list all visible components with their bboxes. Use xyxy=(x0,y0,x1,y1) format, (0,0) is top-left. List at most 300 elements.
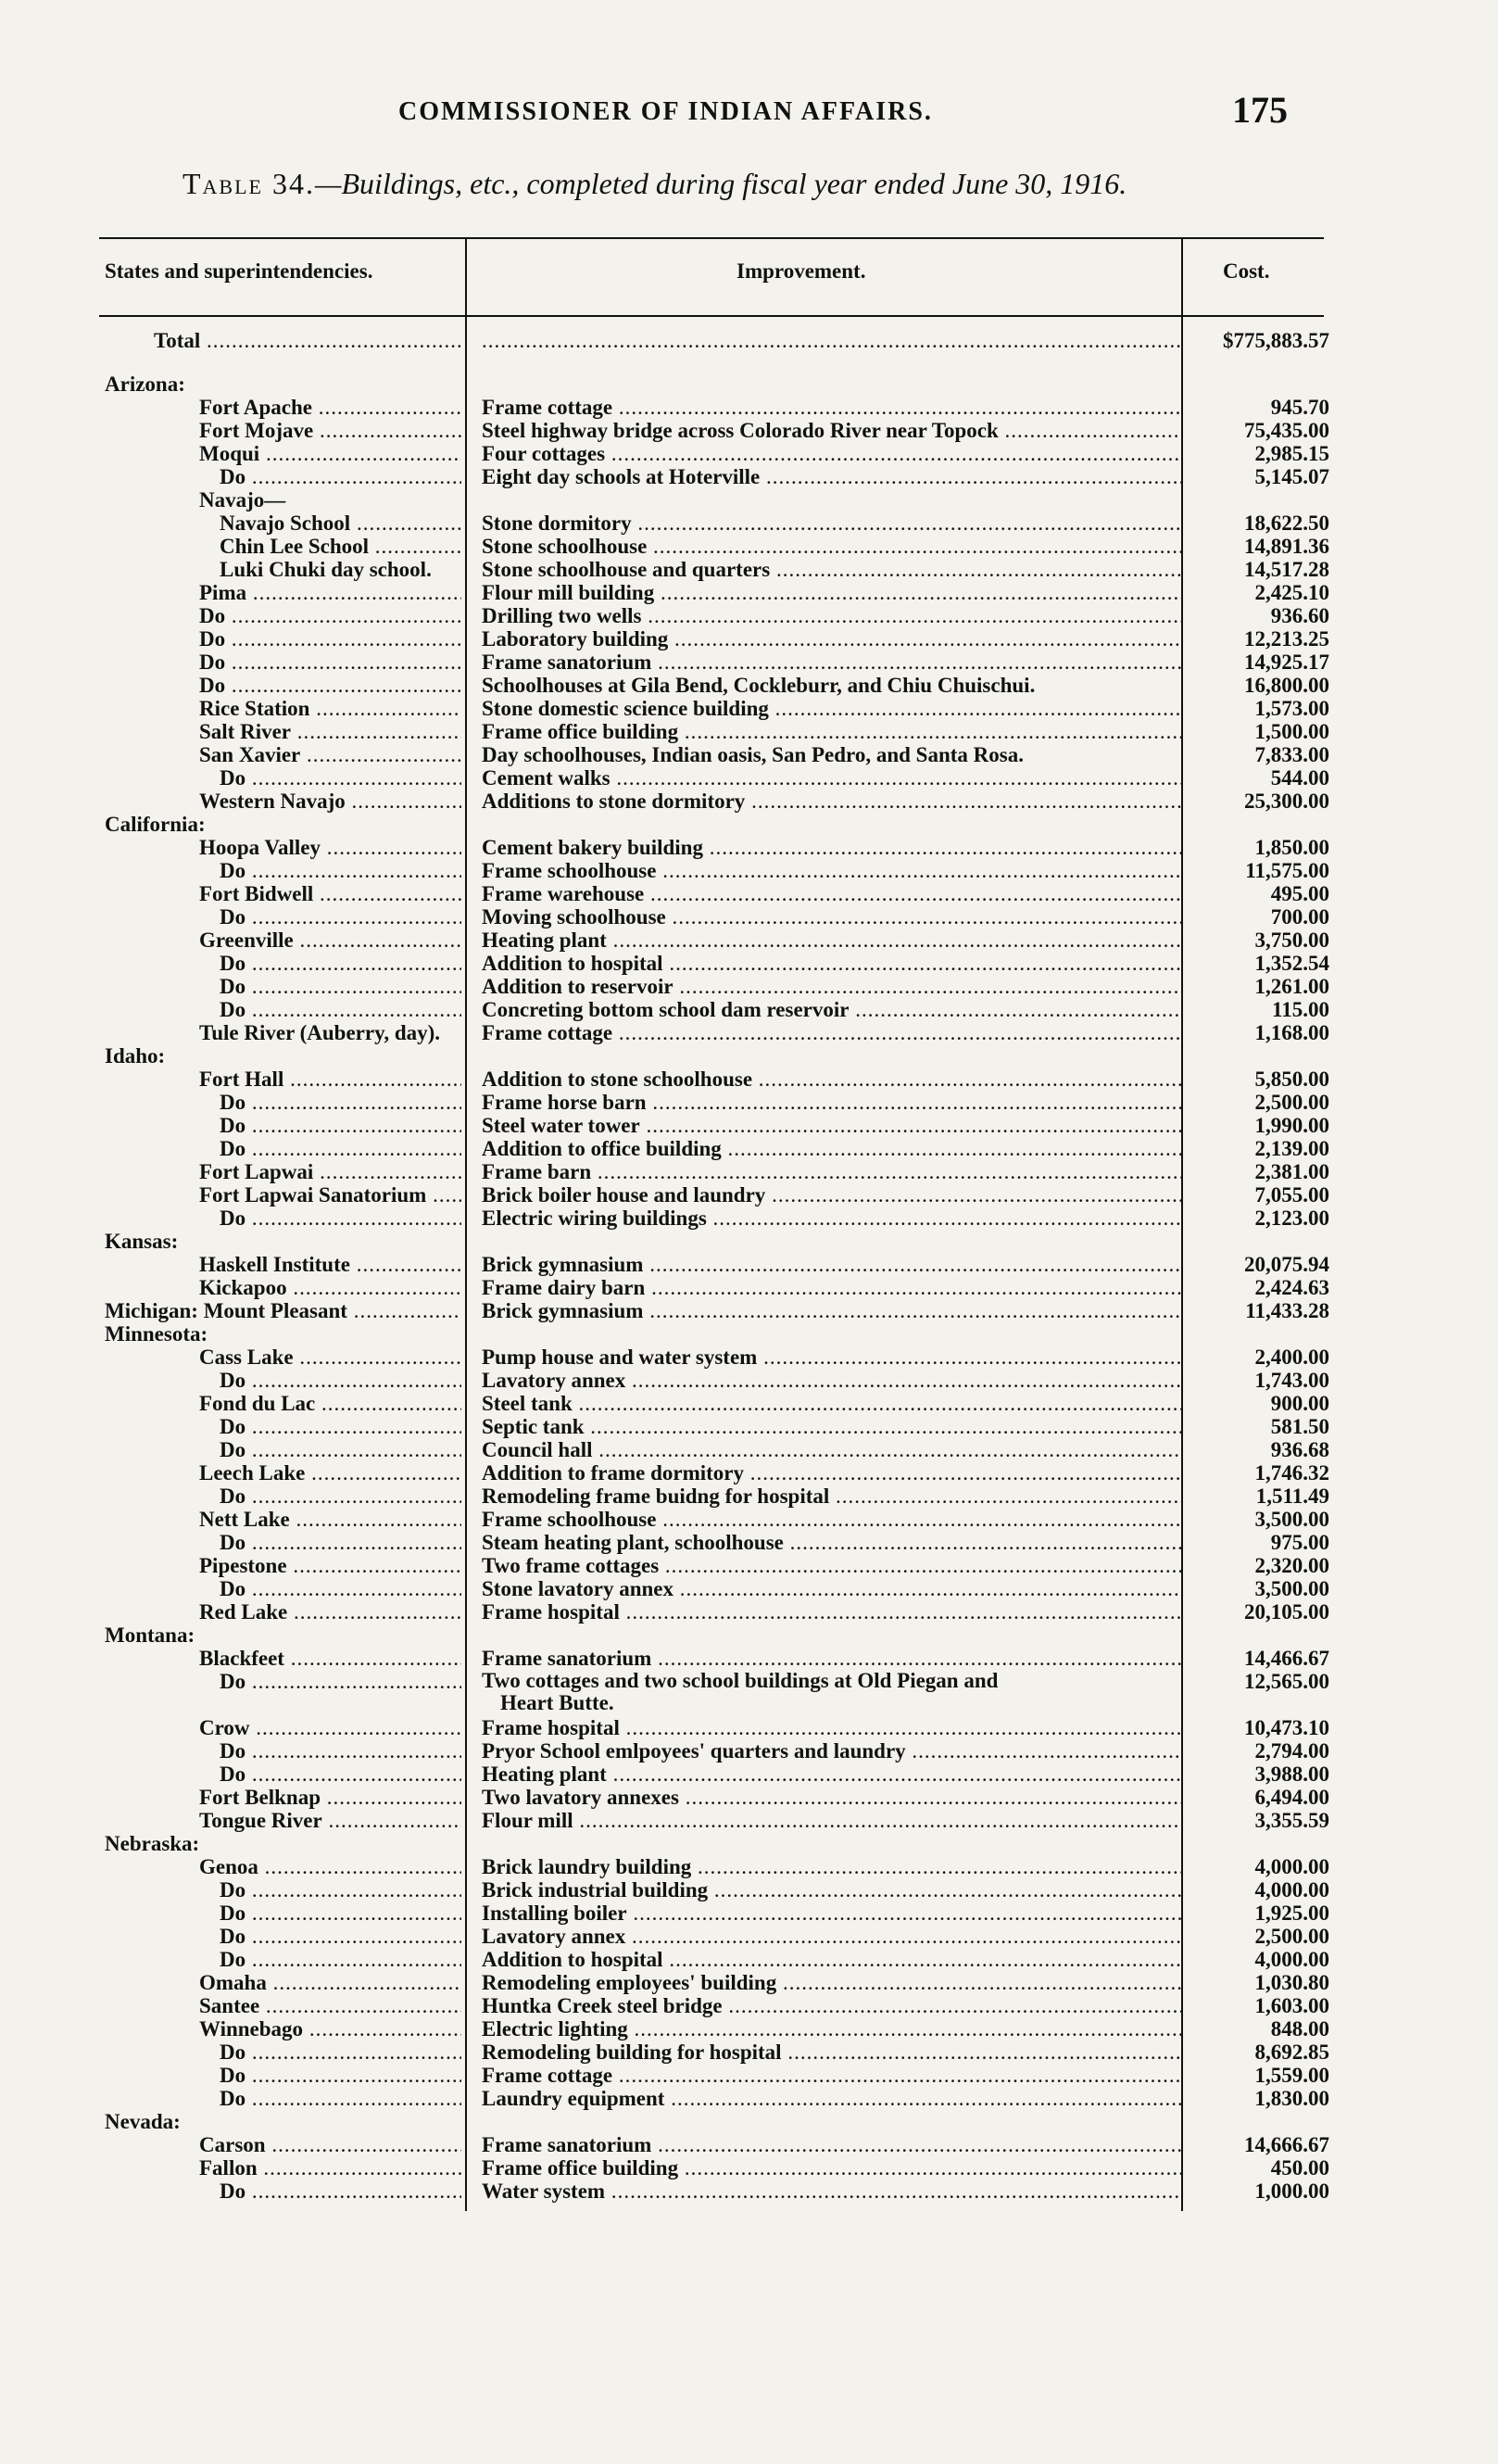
improvement-cell xyxy=(482,1021,1181,1044)
improvement-text: Electric lighting ..... xyxy=(482,2017,1181,2041)
table-row xyxy=(0,790,1498,813)
improvement-cell xyxy=(482,2156,1181,2180)
state-name: Salt River ..... xyxy=(199,720,461,743)
state-name: Navajo School ..... xyxy=(220,512,461,535)
cost-cell: 75,435.00 xyxy=(1244,419,1329,442)
cost-cell: 5,850.00 xyxy=(1254,1068,1329,1091)
improvement-cell xyxy=(482,1068,1181,1091)
table-row xyxy=(0,1647,1498,1670)
state-cell xyxy=(199,1994,461,2017)
table-row xyxy=(0,1855,1498,1878)
cost-cell: $775,883.57 xyxy=(1223,329,1329,352)
state-name: Do ..... xyxy=(220,2064,461,2087)
state-name: Do ..... xyxy=(220,1207,461,1230)
state-cell xyxy=(154,329,461,352)
improvement-text: Concreting bottom school dam reservoir ..... xyxy=(482,998,1181,1021)
cost-cell: 1,261.00 xyxy=(1254,975,1329,998)
state-name: Do ..... xyxy=(220,1763,461,1786)
table-row xyxy=(0,1230,1498,1253)
improvement-cell xyxy=(482,1739,1181,1763)
state-cell xyxy=(105,1624,461,1647)
state-cell xyxy=(199,2133,461,2156)
cost-cell: 115.00 xyxy=(1272,998,1329,1021)
state-name: Do ..... xyxy=(199,604,461,627)
table-row xyxy=(0,905,1498,929)
improvement-text: Remodeling building for hospital ..... xyxy=(482,2041,1181,2064)
improvement-text: Frame barn ..... xyxy=(482,1160,1181,1183)
improvement-cell xyxy=(482,697,1181,720)
table-row xyxy=(0,836,1498,859)
improvement-cell xyxy=(482,2017,1181,2041)
table-row xyxy=(0,2110,1498,2133)
improvement-cell xyxy=(482,998,1181,1021)
improvement-text: Two cottages and two school buildings at Old Piegan and xyxy=(482,1670,999,1692)
table-row xyxy=(0,1068,1498,1091)
improvement-text: Frame cottage ..... xyxy=(482,396,1181,419)
cost-cell: 2,425.10 xyxy=(1254,581,1329,604)
improvement-text: Two lavatory annexes ..... xyxy=(482,1786,1181,1809)
column-header-cost: Cost. xyxy=(1223,259,1270,283)
improvement-cell xyxy=(482,2180,1181,2203)
cost-cell: 945.70 xyxy=(1270,396,1329,419)
state-cell xyxy=(199,790,461,813)
state-cell xyxy=(220,952,461,975)
cost-cell: 10,473.10 xyxy=(1244,1716,1329,1739)
state-cell xyxy=(105,1230,461,1253)
state-cell xyxy=(199,882,461,905)
table-row xyxy=(0,396,1498,419)
cost-cell: 1,746.32 xyxy=(1254,1461,1329,1485)
table-row xyxy=(0,581,1498,604)
page-number: 175 xyxy=(1232,89,1288,131)
state-name: Nebraska: xyxy=(105,1832,200,1855)
state-name: Haskell Institute ..... xyxy=(199,1253,461,1276)
improvement-text: Flour mill ..... xyxy=(482,1809,1181,1832)
table-row xyxy=(0,2041,1498,2064)
improvement-cell xyxy=(482,1994,1181,2017)
improvement-cell xyxy=(482,1670,1181,1714)
improvement-cell xyxy=(482,929,1181,952)
cost-cell: 8,692.85 xyxy=(1254,2041,1329,2064)
state-name: Do ..... xyxy=(220,465,461,488)
state-cell xyxy=(199,651,461,674)
table-row xyxy=(0,2017,1498,2041)
state-cell xyxy=(199,1068,461,1091)
table-row xyxy=(0,1902,1498,1925)
table-row xyxy=(0,1670,1498,1716)
cost-cell: 4,000.00 xyxy=(1254,1948,1329,1971)
state-name: Crow ..... xyxy=(199,1716,461,1739)
state-name: Do ..... xyxy=(220,1902,461,1925)
cost-cell: 14,466.67 xyxy=(1244,1647,1329,1670)
improvement-cell xyxy=(482,1276,1181,1299)
table-row xyxy=(0,488,1498,512)
state-cell xyxy=(199,674,461,697)
state-name: Do ..... xyxy=(220,1878,461,1902)
state-name: California: xyxy=(105,813,206,836)
state-cell xyxy=(220,975,461,998)
state-name: Do ..... xyxy=(199,674,461,697)
state-name: Do ..... xyxy=(220,1091,461,1114)
improvement-text: Addition to hospital ..... xyxy=(482,952,1181,975)
state-name: Do ..... xyxy=(220,952,461,975)
table-body xyxy=(0,329,1498,2203)
cost-cell: 2,985.15 xyxy=(1254,442,1329,465)
improvement-cell xyxy=(482,905,1181,929)
improvement-cell xyxy=(482,581,1181,604)
improvement-cell xyxy=(482,1647,1181,1670)
table-row xyxy=(0,998,1498,1021)
improvement-text: Frame horse barn ..... xyxy=(482,1091,1181,1114)
state-cell xyxy=(105,1299,461,1322)
state-name: Do ..... xyxy=(220,1485,461,1508)
cost-cell: 12,565.00 xyxy=(1244,1670,1329,1693)
table-title: —Buildings, etc., completed during fiscal year ended June 30, 1916. xyxy=(315,167,1127,200)
cost-cell: 14,891.36 xyxy=(1244,535,1329,558)
improvement-cell xyxy=(482,743,1181,766)
improvement-text: Water system ..... xyxy=(482,2180,1181,2203)
state-cell xyxy=(199,419,461,442)
improvement-cell xyxy=(482,512,1181,535)
improvement-text: Remodeling employees' building ..... xyxy=(482,1971,1181,1994)
table-row xyxy=(0,674,1498,697)
improvement-text: Lavatory annex ..... xyxy=(482,1925,1181,1948)
improvement-cell xyxy=(482,1438,1181,1461)
table-row xyxy=(0,1021,1498,1044)
state-name: Chin Lee School ..... xyxy=(220,535,461,558)
improvement-cell xyxy=(482,2041,1181,2064)
table-row xyxy=(0,743,1498,766)
state-name: Carson ..... xyxy=(199,2133,461,2156)
table-row xyxy=(0,975,1498,998)
improvement-text: Frame schoolhouse ..... xyxy=(482,859,1181,882)
state-cell xyxy=(199,1183,461,1207)
cost-cell: 18,622.50 xyxy=(1244,512,1329,535)
state-name: Do ..... xyxy=(220,1948,461,1971)
table-row xyxy=(0,2064,1498,2087)
improvement-text: Stone dormitory ..... xyxy=(482,512,1181,535)
state-cell xyxy=(220,766,461,790)
improvement-text: Huntka Creek steel bridge ..... xyxy=(482,1994,1181,2017)
table-row xyxy=(0,1461,1498,1485)
state-name: Omaha ..... xyxy=(199,1971,461,1994)
state-name: Rice Station ..... xyxy=(199,697,461,720)
improvement-text: Remodeling frame buidng for hospital ..... xyxy=(482,1485,1181,1508)
improvement-text: Heating plant ..... xyxy=(482,1763,1181,1786)
improvement-text: Frame sanatorium ..... xyxy=(482,651,1181,674)
table-row xyxy=(0,1531,1498,1554)
cost-cell: 1,830.00 xyxy=(1254,2087,1329,2110)
state-cell xyxy=(199,1647,461,1670)
improvement-text: Stone domestic science building ..... xyxy=(482,697,1181,720)
cost-cell: 3,500.00 xyxy=(1254,1508,1329,1531)
table-row xyxy=(0,1438,1498,1461)
table-row xyxy=(0,859,1498,882)
state-cell xyxy=(105,1832,461,1855)
improvement-cell xyxy=(482,1716,1181,1739)
state-name: Do ..... xyxy=(220,1670,461,1693)
improvement-cell xyxy=(482,1763,1181,1786)
table-row xyxy=(0,929,1498,952)
table-row xyxy=(0,813,1498,836)
table-row xyxy=(0,697,1498,720)
table-row xyxy=(0,1369,1498,1392)
cost-cell: 700.00 xyxy=(1270,905,1329,929)
state-cell xyxy=(199,1855,461,1878)
table-row xyxy=(0,604,1498,627)
header-bottom-rule xyxy=(99,315,1324,317)
state-name: Do ..... xyxy=(220,905,461,929)
improvement-text: Pump house and water system ..... xyxy=(482,1346,1181,1369)
improvement-text: Additions to stone dormitory ..... xyxy=(482,790,1181,813)
state-name: Michigan: Mount Pleasant ..... xyxy=(105,1299,461,1322)
improvement-cell xyxy=(482,790,1181,813)
improvement-cell xyxy=(482,1600,1181,1624)
improvement-cell xyxy=(482,2133,1181,2156)
cost-cell: 12,213.25 xyxy=(1244,627,1329,651)
improvement-cell xyxy=(482,1369,1181,1392)
cost-cell: 1,850.00 xyxy=(1254,836,1329,859)
table-row xyxy=(0,1207,1498,1230)
cost-cell: 900.00 xyxy=(1270,1392,1329,1415)
improvement-text: Frame hospital ..... xyxy=(482,1600,1181,1624)
state-cell xyxy=(220,1137,461,1160)
improvement-cell xyxy=(482,1925,1181,1948)
table-row xyxy=(0,373,1498,396)
cost-cell: 2,400.00 xyxy=(1254,1346,1329,1369)
cost-cell: 1,030.80 xyxy=(1254,1971,1329,1994)
state-cell xyxy=(199,1392,461,1415)
state-cell xyxy=(220,2064,461,2087)
state-name: Leech Lake ..... xyxy=(199,1461,461,1485)
improvement-text: Frame hospital ..... xyxy=(482,1716,1181,1739)
table-row xyxy=(0,1392,1498,1415)
state-name: Fort Mojave ..... xyxy=(199,419,461,442)
improvement-text: Stone schoolhouse and quarters ..... xyxy=(482,558,1181,581)
improvement-text: Heating plant ..... xyxy=(482,929,1181,952)
improvement-text: Stone schoolhouse ..... xyxy=(482,535,1181,558)
improvement-text: Flour mill building ..... xyxy=(482,581,1181,604)
cost-cell: 2,123.00 xyxy=(1254,1207,1329,1230)
improvement-cell xyxy=(482,442,1181,465)
table-row xyxy=(0,1091,1498,1114)
table-row xyxy=(0,535,1498,558)
cost-cell: 1,511.49 xyxy=(1255,1485,1329,1508)
table-row xyxy=(0,2180,1498,2203)
cost-cell: 544.00 xyxy=(1270,766,1329,790)
cost-cell: 25,300.00 xyxy=(1244,790,1329,813)
table-row xyxy=(0,1299,1498,1322)
cost-cell: 3,750.00 xyxy=(1254,929,1329,952)
improvement-cell xyxy=(482,1508,1181,1531)
table-row xyxy=(0,720,1498,743)
table-row xyxy=(0,465,1498,488)
state-cell xyxy=(199,1346,461,1369)
state-cell xyxy=(199,1461,461,1485)
state-name: Do ..... xyxy=(220,1925,461,1948)
improvement-cell xyxy=(482,1299,1181,1322)
state-cell xyxy=(199,1786,461,1809)
improvement-cell xyxy=(482,329,1181,352)
cost-cell: 2,139.00 xyxy=(1254,1137,1329,1160)
cost-cell: 1,743.00 xyxy=(1254,1369,1329,1392)
improvement-cell xyxy=(482,882,1181,905)
improvement-text: Schoolhouses at Gila Bend, Cockleburr, and Chiu Chuischui. xyxy=(482,674,1036,697)
improvement-cell xyxy=(482,1253,1181,1276)
table-row xyxy=(0,442,1498,465)
table-row xyxy=(0,1554,1498,1577)
table-top-rule xyxy=(99,237,1324,239)
improvement-text: Frame dairy barn ..... xyxy=(482,1276,1181,1299)
state-name: Do ..... xyxy=(220,2180,461,2203)
improvement-cell xyxy=(482,1809,1181,1832)
state-cell xyxy=(199,604,461,627)
table-row xyxy=(0,1878,1498,1902)
state-name: Fort Lapwai ..... xyxy=(199,1160,461,1183)
improvement-cell xyxy=(482,535,1181,558)
state-name: Fort Bidwell ..... xyxy=(199,882,461,905)
table-row xyxy=(0,1508,1498,1531)
state-name: San Xavier ..... xyxy=(199,743,461,766)
improvement-text: Brick industrial building ..... xyxy=(482,1878,1181,1902)
improvement-cell xyxy=(482,1531,1181,1554)
improvement-text: Brick laundry building ..... xyxy=(482,1855,1181,1878)
state-name: Montana: xyxy=(105,1624,195,1647)
improvement-text: Frame office building ..... xyxy=(482,2156,1181,2180)
improvement-text: Cement walks ..... xyxy=(482,766,1181,790)
state-cell xyxy=(220,1531,461,1554)
state-cell xyxy=(220,1902,461,1925)
improvement-text: Cement bakery building ..... xyxy=(482,836,1181,859)
improvement-cell xyxy=(482,1207,1181,1230)
state-cell xyxy=(220,535,461,558)
cost-cell: 1,000.00 xyxy=(1254,2180,1329,2203)
cost-cell: 936.60 xyxy=(1270,604,1329,627)
cost-cell: 495.00 xyxy=(1270,882,1329,905)
state-cell xyxy=(105,1322,461,1346)
state-name: Pima ..... xyxy=(199,581,461,604)
improvement-cell xyxy=(482,674,1181,697)
table-row xyxy=(0,1044,1498,1068)
state-name: Do ..... xyxy=(220,1114,461,1137)
state-name: Do ..... xyxy=(220,1137,461,1160)
state-name: Do ..... xyxy=(220,2041,461,2064)
improvement-text: Frame cottage ..... xyxy=(482,1021,1181,1044)
improvement-text: Addition to office building ..... xyxy=(482,1137,1181,1160)
state-cell xyxy=(220,1485,461,1508)
state-name: Do ..... xyxy=(220,998,461,1021)
cost-cell: 11,575.00 xyxy=(1245,859,1329,882)
improvement-text: Septic tank ..... xyxy=(482,1415,1181,1438)
improvement-text: Laboratory building ..... xyxy=(482,627,1181,651)
state-name: Arizona: xyxy=(105,373,185,396)
state-cell xyxy=(220,1415,461,1438)
table-row xyxy=(0,1114,1498,1137)
improvement-text: Frame sanatorium ..... xyxy=(482,1647,1181,1670)
improvement-cell xyxy=(482,1971,1181,1994)
state-cell xyxy=(220,1925,461,1948)
cost-cell: 581.50 xyxy=(1270,1415,1329,1438)
improvement-text: Day schoolhouses, Indian oasis, San Pedro, and Santa Rosa. xyxy=(482,743,1024,766)
improvement-cell xyxy=(482,1091,1181,1114)
table-label: Table 34. xyxy=(183,167,315,200)
improvement-cell xyxy=(482,859,1181,882)
state-cell xyxy=(199,836,461,859)
state-name: Nett Lake ..... xyxy=(199,1508,461,1531)
improvement-text: Pryor School emlpoyees' quarters and laundry ..... xyxy=(482,1739,1181,1763)
cost-cell: 1,559.00 xyxy=(1254,2064,1329,2087)
improvement-cell xyxy=(482,1485,1181,1508)
cost-cell: 3,355.59 xyxy=(1254,1809,1329,1832)
table-row xyxy=(0,651,1498,674)
state-name: Fallon ..... xyxy=(199,2156,461,2180)
state-name: Kansas: xyxy=(105,1230,179,1253)
state-cell xyxy=(220,1091,461,1114)
state-name: Blackfeet ..... xyxy=(199,1647,461,1670)
improvement-cell xyxy=(482,419,1181,442)
state-name: Idaho: xyxy=(105,1044,166,1068)
table-row xyxy=(0,1716,1498,1739)
state-cell xyxy=(220,558,461,581)
state-name: Navajo— xyxy=(199,488,286,512)
state-name: Western Navajo ..... xyxy=(199,790,461,813)
cost-cell: 5,145.07 xyxy=(1254,465,1329,488)
cost-cell: 936.68 xyxy=(1270,1438,1329,1461)
state-name: Fond du Lac ..... xyxy=(199,1392,461,1415)
improvement-text: Addition to hospital ..... xyxy=(482,1948,1181,1971)
cost-cell: 7,055.00 xyxy=(1254,1183,1329,1207)
improvement-cell xyxy=(482,1461,1181,1485)
state-cell xyxy=(220,1207,461,1230)
state-cell xyxy=(220,2180,461,2203)
improvement-text: Steam heating plant, schoolhouse ..... xyxy=(482,1531,1181,1554)
improvement-cell xyxy=(482,1415,1181,1438)
state-cell xyxy=(199,2017,461,2041)
improvement-text: Council hall ..... xyxy=(482,1438,1181,1461)
improvement-cell xyxy=(482,465,1181,488)
improvement-cell xyxy=(482,627,1181,651)
improvement-cell xyxy=(482,1786,1181,1809)
improvement-cell xyxy=(482,1137,1181,1160)
improvement-text: Frame warehouse ..... xyxy=(482,882,1181,905)
table-row xyxy=(0,1160,1498,1183)
state-cell xyxy=(199,1253,461,1276)
state-name: Do ..... xyxy=(220,2087,461,2110)
state-cell xyxy=(199,442,461,465)
cost-cell: 2,500.00 xyxy=(1254,1091,1329,1114)
improvement-cell xyxy=(482,558,1181,581)
state-name: Do ..... xyxy=(199,651,461,674)
improvement-text: Frame sanatorium ..... xyxy=(482,2133,1181,2156)
cost-cell: 3,988.00 xyxy=(1254,1763,1329,1786)
state-cell xyxy=(199,1809,461,1832)
state-cell xyxy=(220,2041,461,2064)
state-name: Nevada: xyxy=(105,2110,181,2133)
cost-cell: 2,381.00 xyxy=(1254,1160,1329,1183)
state-cell xyxy=(199,2156,461,2180)
column-header-improvement: Improvement. xyxy=(736,259,866,283)
state-name: Fort Hall ..... xyxy=(199,1068,461,1091)
improvement-text: Installing boiler ..... xyxy=(482,1902,1181,1925)
state-cell xyxy=(199,1600,461,1624)
state-cell xyxy=(220,2087,461,2110)
table-row xyxy=(0,1948,1498,1971)
state-name: Do ..... xyxy=(220,1531,461,1554)
improvement-cell xyxy=(482,1878,1181,1902)
cost-cell: 1,573.00 xyxy=(1254,697,1329,720)
cost-cell: 14,666.67 xyxy=(1244,2133,1329,2156)
table-row xyxy=(0,766,1498,790)
